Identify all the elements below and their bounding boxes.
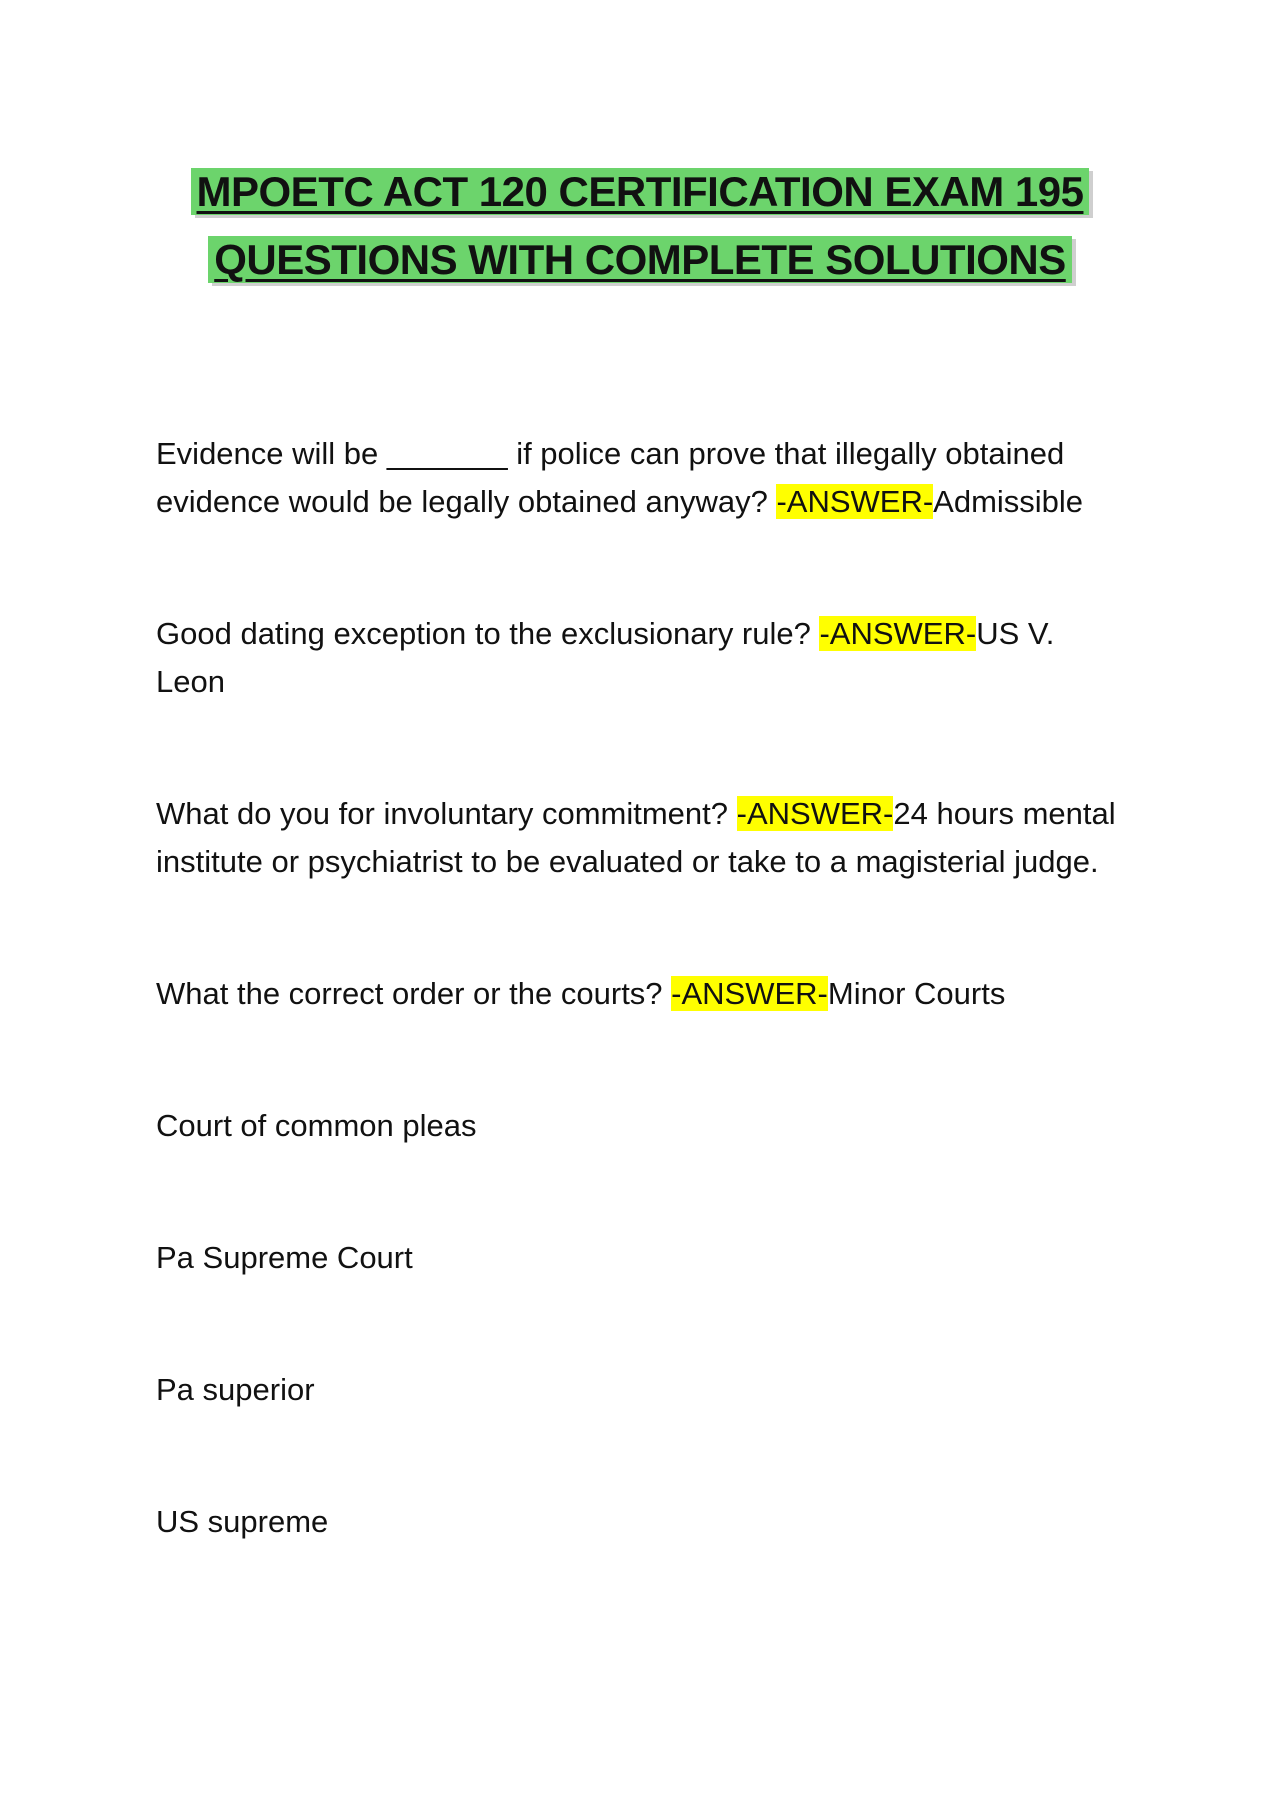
title-line-2: QUESTIONS WITH COMPLETE SOLUTIONS	[208, 236, 1072, 283]
title-line-1: MPOETC ACT 120 CERTIFICATION EXAM 195	[191, 168, 1090, 215]
qa-item-2	[156, 610, 1116, 706]
court-list-item: Court of common pleas	[156, 1108, 477, 1143]
answer-tag: -ANSWER-	[819, 616, 977, 651]
question-text: Evidence will be _______ if police can prove that illegally obtained evidence would be legally obtained anyway?	[156, 436, 1065, 519]
answer-text: Admissible	[933, 484, 1084, 519]
qa-item-3	[156, 790, 1116, 886]
answer-text: Minor Courts	[827, 976, 1006, 1011]
court-list-item: Pa Supreme Court	[156, 1240, 413, 1275]
court-list-item: Pa superior	[156, 1372, 315, 1407]
answer-tag: -ANSWER-	[671, 976, 828, 1011]
question-text: Good dating exception to the exclusionary rule?	[156, 616, 820, 651]
answer-text: 24 hours mental institute or psychiatrist to be evaluated or take to a magisterial judge.	[156, 796, 1116, 879]
answer-text: US V. Leon	[156, 616, 1055, 699]
qa-item-4	[156, 970, 1116, 1018]
answer-tag: -ANSWER-	[776, 484, 934, 519]
answer-tag: -ANSWER-	[736, 796, 894, 831]
question-text: What do you for involuntary commitment?	[156, 796, 737, 831]
qa-content	[156, 430, 1116, 1546]
court-list-item: US supreme	[156, 1504, 329, 1539]
document-title	[150, 158, 1130, 294]
question-text: What the correct order or the courts?	[156, 976, 672, 1011]
qa-item-1	[156, 430, 1116, 526]
